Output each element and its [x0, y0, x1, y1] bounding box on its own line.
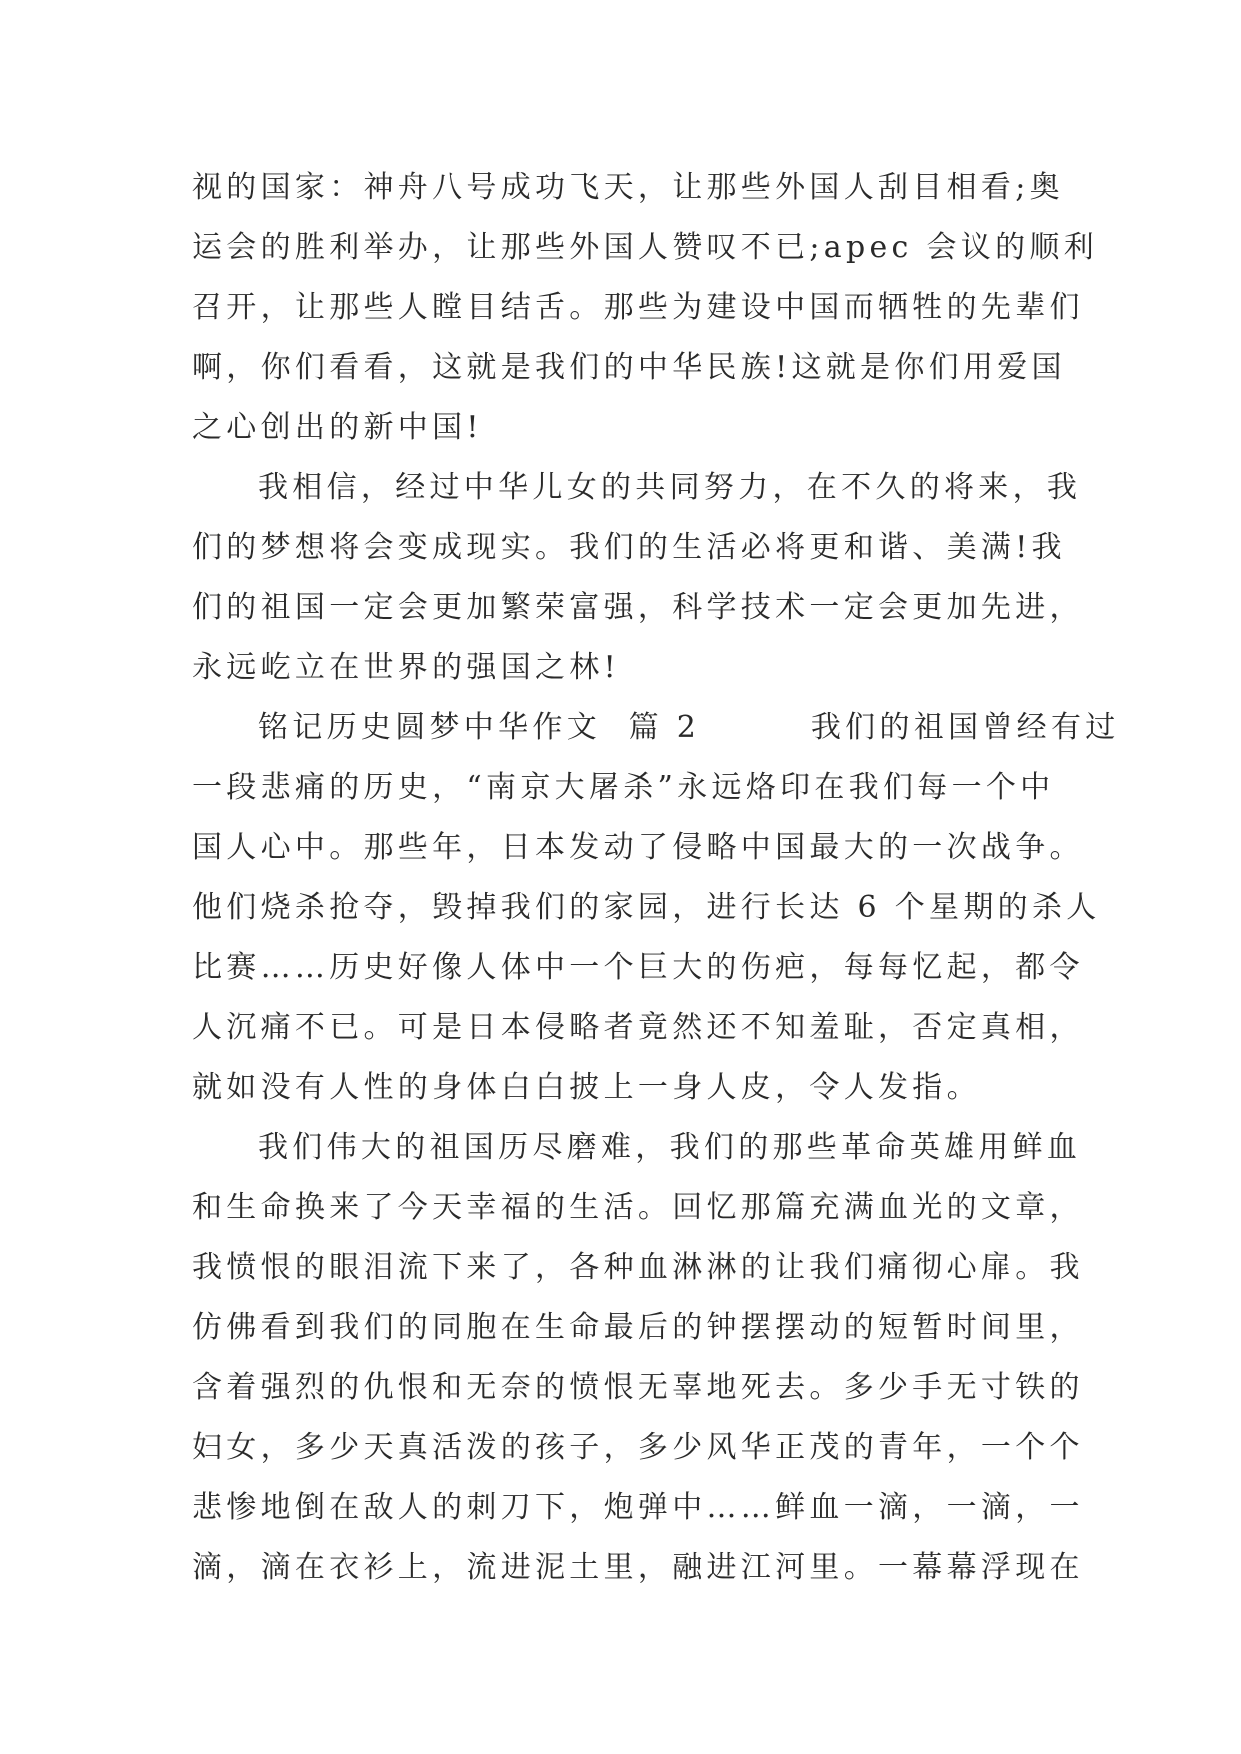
- text-line: 含着强烈的仇恨和无奈的愤恨无辜地死去。多少手无寸铁的: [192, 1370, 1084, 1405]
- text-line: 召开，让那些人瞠目结舌。那些为建设中国而牺牲的先辈们: [192, 290, 1084, 325]
- text-line: 仿佛看到我们的同胞在生命最后的钟摆摆动的短暂时间里，: [192, 1310, 1084, 1345]
- text-line: 我愤恨的眼泪流下来了，各种血淋淋的让我们痛彻心扉。我: [192, 1250, 1084, 1285]
- text-line: 们的梦想将会变成现实。我们的生活必将更和谐、美满!我: [192, 530, 1066, 565]
- paragraph-start-line: 我相信，经过中华儿女的共同努力，在不久的将来，我: [258, 470, 1082, 505]
- text-line: 滴，滴在衣衫上，流进泥土里，融进江河里。一幕幕浮现在: [192, 1550, 1084, 1585]
- text-line: 他们烧杀抢夺，毁掉我们的家园，进行长达 6 个星期的杀人: [192, 890, 1101, 925]
- text-line: 比赛……历史好像人体中一个巨大的伤疤，每每忆起，都令: [192, 950, 1084, 985]
- paragraph-start-line: 我们伟大的祖国历尽磨难，我们的那些革命英雄用鲜血: [258, 1130, 1082, 1165]
- text-line: 人沉痛不已。可是日本侵略者竟然还不知羞耻，否定真相，: [192, 1010, 1084, 1045]
- text-line: 视的国家：神舟八号成功飞天，让那些外国人刮目相看;奥: [192, 170, 1064, 205]
- text-line: 悲惨地倒在敌人的刺刀下，炮弹中……鲜血一滴，一滴，一: [192, 1490, 1084, 1525]
- text-line: 运会的胜利举办，让那些外国人赞叹不已;apec 会议的顺利: [192, 230, 1098, 265]
- text-line: 一段悲痛的历史，“南京大屠杀”永远烙印在我们每一个中: [192, 770, 1055, 805]
- text-line: 妇女，多少天真活泼的孩子，多少风华正茂的青年，一个个: [192, 1430, 1084, 1465]
- body-text: [192, 158, 1120, 1598]
- text-line: 啊，你们看看，这就是我们的中华民族!这就是你们用爱国: [192, 350, 1066, 385]
- text-line: 就如没有人性的身体白白披上一身人皮，令人发指。: [192, 1070, 981, 1105]
- text-line: 国人心中。那些年，日本发动了侵略中国最大的一次战争。: [192, 830, 1084, 865]
- text-line: 永远屹立在世界的强国之林!: [192, 650, 620, 685]
- text-line: 们的祖国一定会更加繁荣富强，科学技术一定会更加先进，: [192, 590, 1084, 625]
- section-heading-line: 铭记历史圆梦中华作文 篇 2 我们的祖国曾经有过: [258, 710, 1120, 745]
- text-line: 之心创出的新中国!: [192, 410, 483, 445]
- text-line: 和生命换来了今天幸福的生活。回忆那篇充满血光的文章，: [192, 1190, 1084, 1225]
